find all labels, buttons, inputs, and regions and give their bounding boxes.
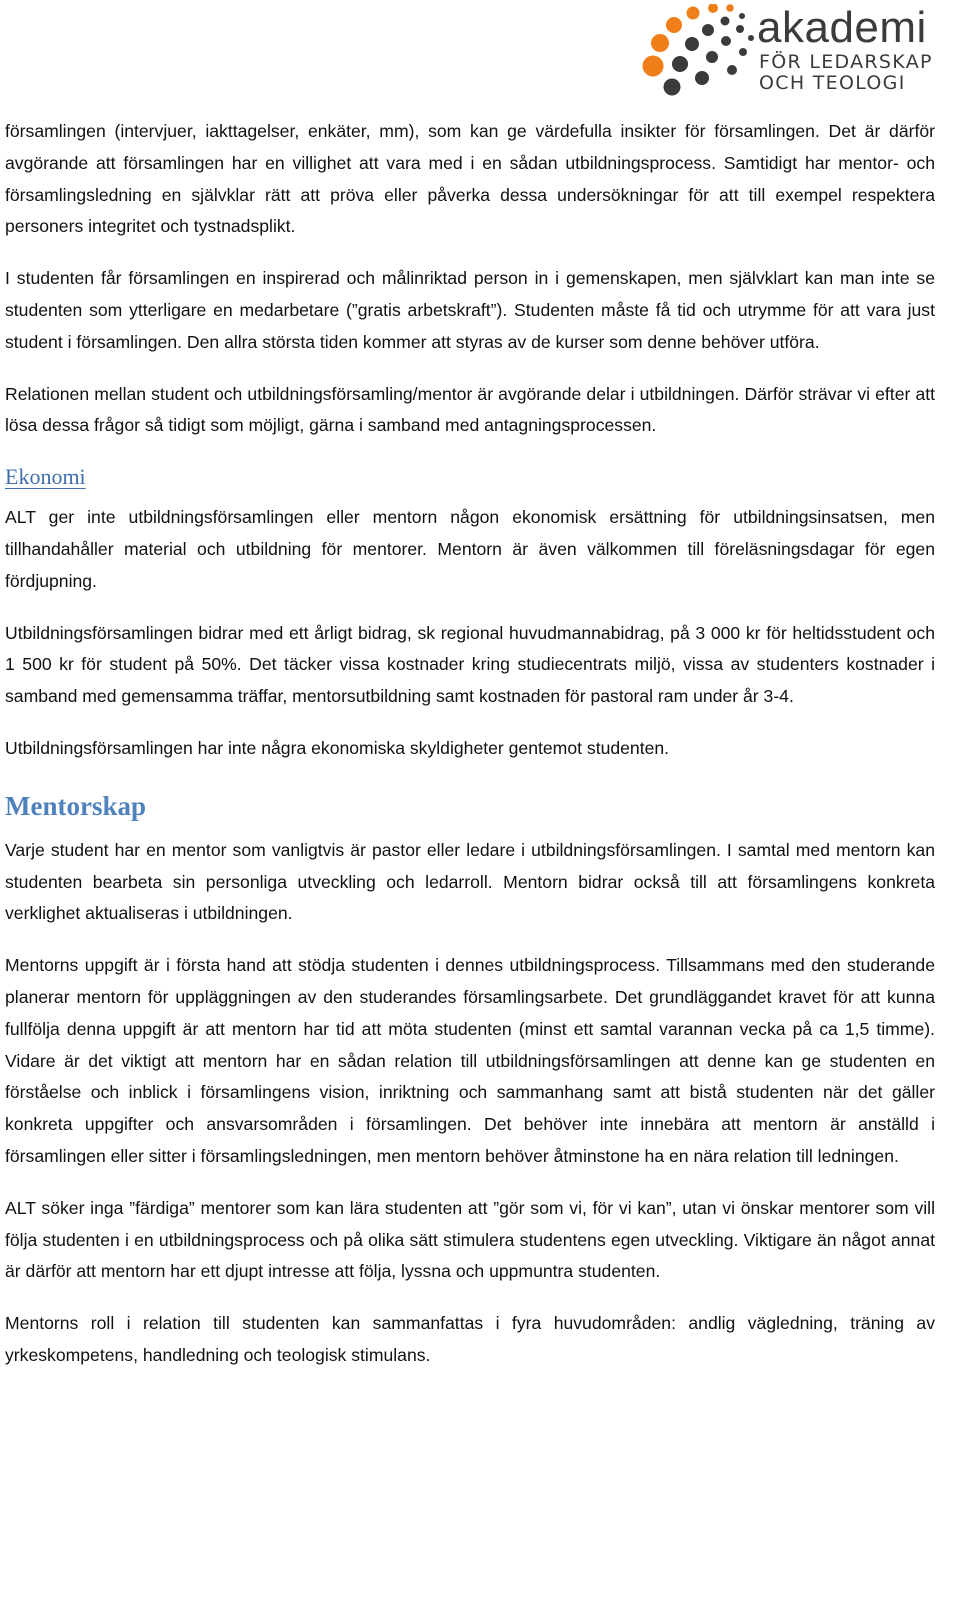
logo-subtitle-line-2: OCH TEOLOGI [759, 72, 906, 94]
paragraph-mentorskap-4: Mentorns roll i relation till studenten kan sammanfattas i fyra huvudområden: andlig vägledning, träning av yrkeskompetens, handledning och teologisk stimulans. [5, 1313, 935, 1365]
paragraph-ekonomi-1: ALT ger inte utbildningsförsamlingen eller mentorn någon ekonomisk ersättning för utbildningsinsatsen, men tillhandahåller material och utbildning för mentorer. Mentorn är även välkommen till föreläsningsdagar för egen fördjupning. [5, 507, 935, 591]
document-body [5, 116, 935, 1372]
heading-mentorskap: Mentorskap [5, 790, 146, 821]
paragraph-intro-1: församlingen (intervjuer, iakttagelser, enkäter, mm), som kan ge värdefulla insikter för församlingen. Det är därför avgörande att församlingen har en villighet att vara med i en sådan utbildningsprocess. Samtidigt har mentor- och församlingsledning en självklar rätt att pröva eller påverka dessa undersökningar för att till exempel respektera personers integritet och tystnadsplikt. [5, 121, 935, 237]
paragraph-mentorskap-3: ALT söker inga ”färdiga” mentorer som kan lära studenten att ”gör som vi, för vi kan”, utan vi önskar mentorer som vill följa studenten i en utbildningsprocess och på olika sätt stimulera studentens egen utveckling. Viktigare än något annat är därför att mentorn har ett djupt intresse att följa, lyssna och uppmuntra studenten. [5, 1197, 935, 1282]
paragraph-intro-3: Relationen mellan student och utbildningsförsamling/mentor är avgörande delar i utbildningen. Därför strävar vi efter att lösa dessa frågor så tidigt som möjligt, gärna i samband med antagningsprocessen. [5, 383, 935, 436]
paragraph-ekonomi-2: Utbildningsförsamlingen bidrar med ett årligt bidrag, sk regional huvudmannabidrag, på 3 000 kr för heltidsstudent och 1 500 kr för student på 50%. Det täcker vissa kostnader kring studiecentrats miljö, vissa av studenters kostnader i samband med gemensamma träffar, mentorsutbildning samt kostnaden för pastoral ram under år 3-4. [5, 622, 935, 707]
paragraph-mentorskap-2: Mentorns uppgift är i första hand att stödja studenten i dennes utbildningsprocess. Tillsammans med den studerande planerar mentorn för uppläggningen av den studerandes församlingsarbete. Det grundläggandet kravet för att kunna fullfölja denna uppgift är att mentorn har tid att möta studenten (minst ett samtal varannan vecka på ca 1,5 timme). Vidare är det viktigt att mentorn har en sådan relation till utbildningsförsamlingen att denne kan ge studenten en förståelse och inblick i församlingens vision, inriktning och sammanhang samt att bistå studenten när det gäller konkreta uppgifter och ansvarsområden i församlingen. Det behöver inte innebära att mentorn är anställd i församlingen eller sitter i församlingsledningen, men mentorn behöver åtminstone ha en nära relation till ledningen. [5, 955, 935, 1166]
paragraph-intro-2: I studenten får församlingen en inspirerad och målinriktad person in i gemenskapen, men självklart kan man inte se studenten som ytterligare en medarbetare (”gratis arbetskraft”). Studenten måste få tid och utrymme för att vara just student i församlingen. Den allra största tiden kommer att styras av de kurser som denne behöver utföra. [5, 268, 935, 352]
paragraph-ekonomi-3: Utbildningsförsamlingen har inte några ekonomiska skyldigheter gentemot studenten. [5, 737, 670, 758]
logo-wordmark: akademi [757, 3, 927, 52]
paragraph-mentorskap-1: Varje student har en mentor som vanligtvis är pastor eller ledare i utbildningsförsamlingen. I samtal med mentorn kan studenten bearbeta sin personliga utveckling och ledarroll. Mentorn bidrar också till att församlingens konkreta verklighet aktualiseras i utbildningen. [5, 839, 935, 924]
heading-ekonomi: Ekonomi [5, 464, 86, 490]
dots-icon [640, 4, 758, 96]
logo-subtitle-line-1: FÖR LEDARSKAP [759, 51, 933, 73]
akademi-logo [640, 4, 940, 96]
